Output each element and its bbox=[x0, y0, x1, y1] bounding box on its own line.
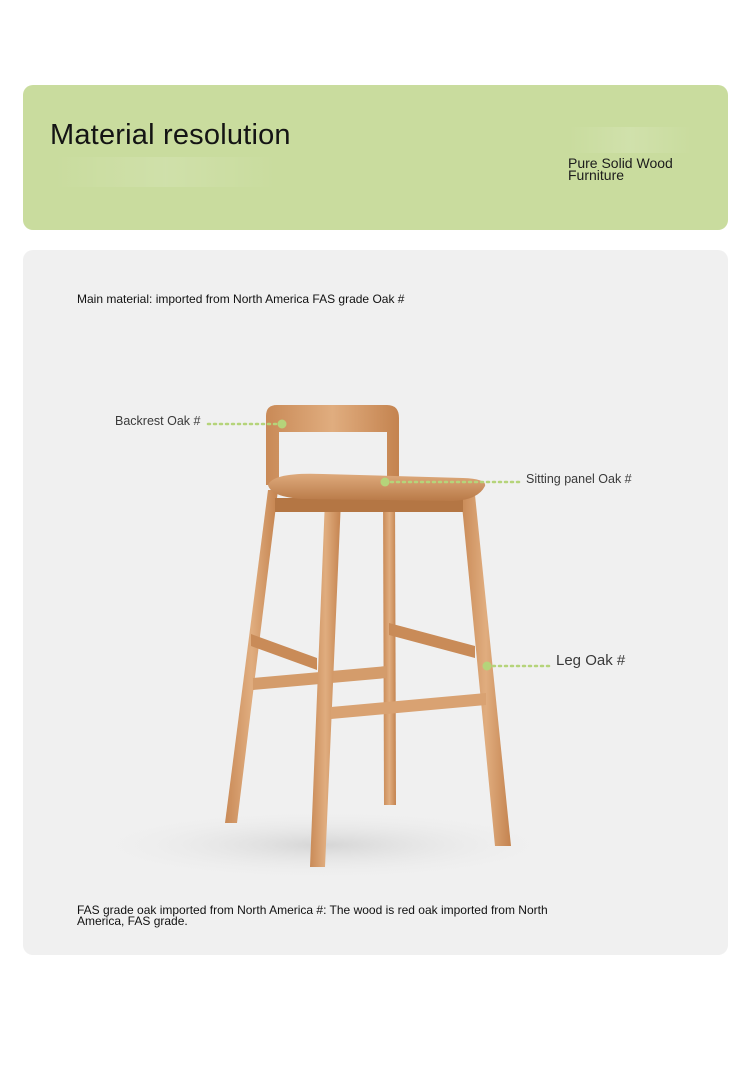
banner-decoration bbox=[568, 127, 693, 153]
bar-stool-illustration bbox=[23, 250, 728, 955]
page-title: Material resolution bbox=[50, 119, 291, 151]
leg-callout: Leg Oak # bbox=[556, 652, 626, 669]
rear-leg-right bbox=[383, 490, 396, 805]
main-material-text: Main material: imported from North America FAS grade Oak # bbox=[77, 292, 405, 306]
seat-callout: Sitting panel Oak # bbox=[526, 472, 632, 486]
banner-subtitle: Pure Solid Wood Furniture bbox=[568, 155, 673, 183]
backrest-dot bbox=[278, 420, 287, 429]
footnote-text: FAS grade oak imported from North America #: The wood is red oak imported from North America, FAS grade. bbox=[77, 903, 548, 928]
seat-dot bbox=[381, 478, 390, 487]
header-banner bbox=[23, 85, 728, 230]
stretcher-right-side bbox=[389, 623, 475, 658]
backrest-callout: Backrest Oak # bbox=[115, 414, 201, 428]
material-panel bbox=[23, 250, 728, 955]
seat-panel bbox=[268, 474, 485, 501]
leg-dot bbox=[483, 662, 492, 671]
stretcher-left-side bbox=[251, 634, 317, 670]
banner-decoration bbox=[53, 157, 278, 187]
front-leg-right bbox=[461, 495, 511, 846]
rear-leg-left bbox=[225, 490, 278, 823]
stretcher-front bbox=[331, 693, 486, 719]
